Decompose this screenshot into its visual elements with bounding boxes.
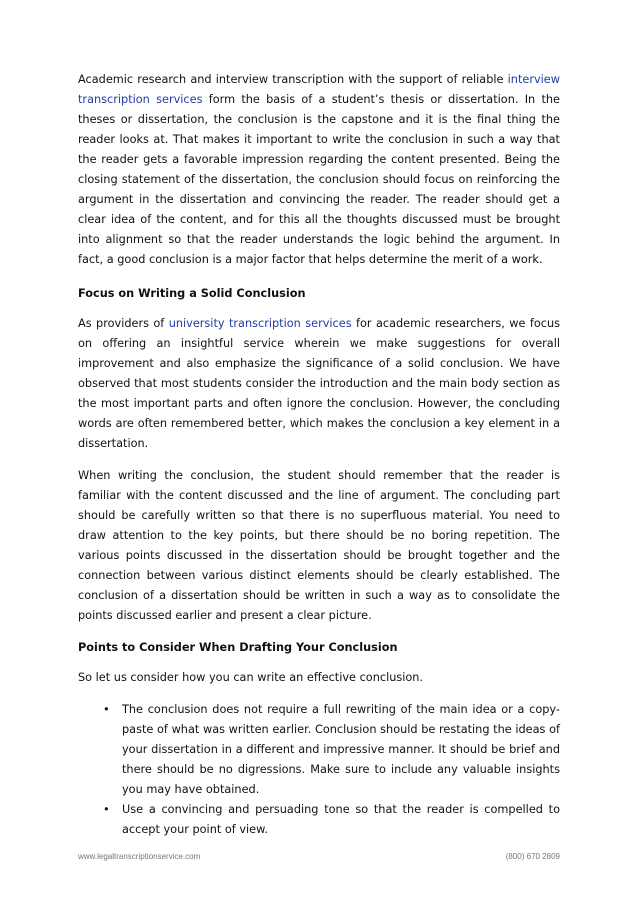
section-heading-solid-conclusion: Focus on Writing a Solid Conclusion	[78, 287, 306, 300]
consider-paragraph: So let us consider how you can write an effective conclusion.	[78, 671, 424, 684]
list-item-text: The conclusion does not require a full rewriting of the main idea or a copy-paste of what was written earlier. Conclusion should be restating the ideas of your dissertation in a different and impressive manner. It should be brief and there should be no digressions. Make sure to include any valuable insights you may have obtained.	[122, 703, 560, 796]
page-footer	[78, 852, 560, 861]
footer-phone: (800) 670 2809	[505, 852, 560, 861]
providers-text-start: As providers of	[78, 317, 169, 330]
bullet-icon: •	[103, 703, 110, 716]
bullet-icon: •	[103, 803, 110, 816]
writing-conclusion-paragraph: When writing the conclusion, the student should remember that the reader is familiar with the content discussed and the line of argument. The concluding part should be carefully written so that there is no superfluous material. You need to draw attention to the key points, but there should be no boring repetition. The various points discussed in the dissertation should be brought together and the connection between various distinct elements should be clearly established. The conclusion of a dissertation should be written in such a way as to consolidate the points discussed earlier and present a clear picture.	[78, 469, 560, 622]
tips-list	[78, 700, 560, 840]
interview-transcription-link[interactable]: interview transcription services	[78, 73, 560, 106]
intro-text-end: form the basis of a student’s thesis or dissertation. In the theses or dissertation, the conclusion is the capstone and it is the final thing the reader looks at. That makes it important to write the conclusion in such a way that the reader gets a favorable impression regarding the content presented. Being the closing statement of the dissertation, the conclusion should focus on reinforcing the argument in the dissertation and convincing the reader. The reader should get a clear idea of the content, and for this all the thoughts discussed must be brought into alignment so that the reader understands the logic behind the argument. In fact, a good conclusion is a major factor that helps determine the merit of a work.	[78, 93, 560, 266]
providers-paragraph	[78, 314, 560, 454]
section-heading-points: Points to Consider When Drafting Your Conclusion	[78, 641, 398, 654]
university-transcription-link[interactable]: university transcription services	[168, 317, 352, 330]
footer-website-link[interactable]: www.legaltranscriptionservice.com	[78, 852, 201, 861]
list-item-text: Use a convincing and persuading tone so that the reader is compelled to accept your point of view.	[122, 803, 560, 836]
intro-paragraph	[78, 70, 560, 270]
list-item	[103, 800, 560, 840]
intro-text-start: Academic research and interview transcription with the support of reliable	[78, 73, 508, 86]
list-item	[103, 700, 560, 800]
providers-text-end: for academic researchers, we focus on offering an insightful service wherein we make suggestions for overall improvement and also emphasize the significance of a solid conclusion. We have observed that most students consider the introduction and the main body section as the most important parts and often ignore the conclusion. However, the concluding words are often remembered better, which makes the conclusion a key element in a dissertation.	[78, 317, 560, 450]
